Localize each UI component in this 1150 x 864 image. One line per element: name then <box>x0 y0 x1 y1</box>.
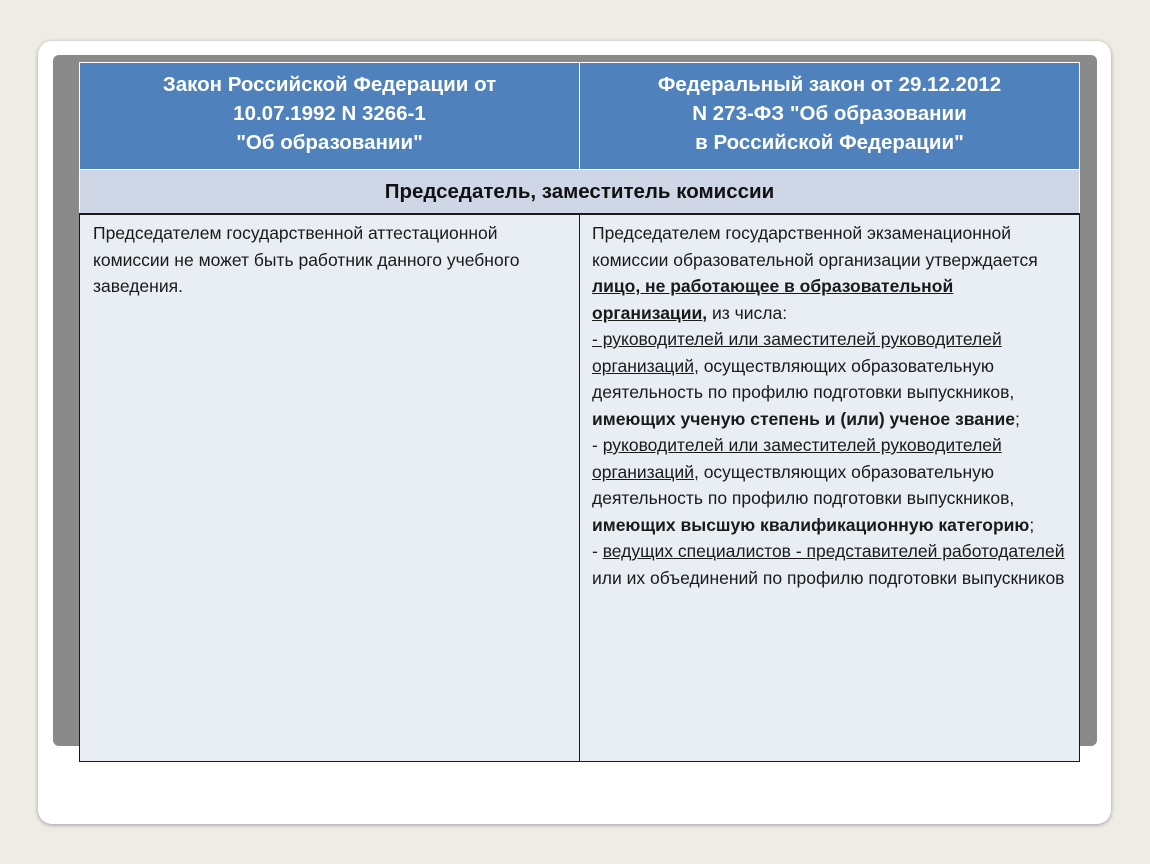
section-title: Председатель, заместитель комиссии <box>80 170 1080 215</box>
item1-emphasis: имеющих ученую степень и (или) ученое звание <box>592 408 1016 429</box>
right-body-text <box>592 220 1071 591</box>
item2-end: ; <box>1029 514 1035 535</box>
item2-prefix: - <box>592 435 603 455</box>
right-body-cell <box>580 214 1080 762</box>
intro-tail: из числа: <box>707 302 788 323</box>
item1-text: , осуществляющих образовательную деятельность по профилю подготовки выпускников, <box>592 355 1015 402</box>
table-header-row <box>80 63 1080 170</box>
header-right-cell <box>580 63 1080 170</box>
item1-end: ; <box>1015 408 1020 429</box>
intro-emphasis: лицо, не работающее в образовательной организации, <box>592 276 954 323</box>
header-left-text: Закон Российской Федерации от 10.07.1992 N 3266-1 "Об образовании" <box>162 73 497 154</box>
item2-underlined: руководителей или заместителей руководителей организаций <box>592 435 1002 482</box>
left-body-text: Председателем государственной аттестационной комиссии не может быть работник данного учебного заведения. <box>93 223 520 296</box>
left-body-cell <box>80 214 580 762</box>
comparison-table <box>79 62 1080 762</box>
item3-underlined: ведущих специалистов - представителей работодателей <box>602 541 1065 561</box>
item3-text: или их объединений по профилю подготовки выпускников <box>592 567 1065 588</box>
intro-text: Председателем государственной экзаменационной комиссии образовательной организации утверждается <box>592 223 1038 270</box>
item3-prefix: - <box>592 541 603 561</box>
header-right-text: Федеральный закон от 29.12.2012 N 273-ФЗ "Об образовании в Российской Федерации" <box>657 73 1002 154</box>
header-left-cell <box>80 63 580 170</box>
table-row <box>80 214 1080 762</box>
item2-emphasis: имеющих высшую квалификационную категорию <box>592 514 1030 535</box>
section-row <box>80 170 1080 215</box>
item2-text: , осуществляющих образовательную деятельность по профилю подготовки выпускников, <box>592 461 1015 508</box>
item1-underlined: - руководителей или заместителей руководителей организаций <box>592 329 1002 376</box>
